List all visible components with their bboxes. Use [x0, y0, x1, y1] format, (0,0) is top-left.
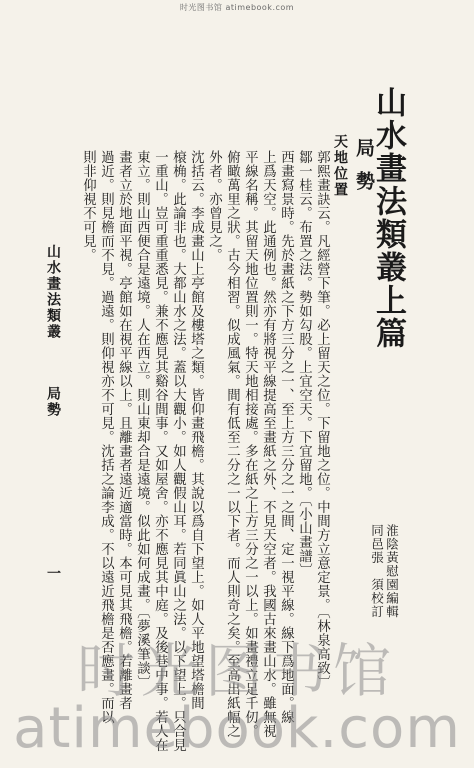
text-column: 郭熙畫訣云。凡經營下筆。必上留天之位。下留地之位。中間方立意定景。〔林泉高致〕 — [314, 150, 330, 690]
text-column: 則非仰視不可見。 — [80, 150, 96, 262]
text-column: 沈括云。李成畫山上亭館及樓塔之類。皆仰畫飛檐。其說以爲自下望上。如人平地望塔檐間 — [188, 150, 204, 710]
text-column: 上爲天空。此通例也。然亦有將視平線提高至畫紙之外、不見天空者。我國古來畫山水。雖無視 — [260, 150, 276, 738]
text-column: 俯瞰萬里之狀。古今相習。似成風氣。間有低至二分之一以下者。而人則奇之矣。至高出紙幅之 — [224, 150, 240, 738]
page-title: 山水畫法類叢上篇 — [370, 86, 406, 350]
text-column: 畫者立於地面平視。亭館如在視平線以上。且離畫者遠近適當時。本可見其飛檐。若離畫者 — [116, 150, 132, 710]
section-heading: 局勢 — [353, 138, 375, 204]
text-column: 西畫寫景時。先於畫紙之下方三分之一、至上方三分之一之間、定一視平線。線下爲地面。線 — [278, 150, 294, 724]
text-column: 一重山。豈可重重悉見。兼不應見其谿谷間事。又如屋舍。亦不應見其中庭。及後巷中事。若人在 — [152, 150, 168, 752]
watermark-cn: 时光图书馆 — [76, 637, 397, 705]
footer-page-number: 一 — [45, 566, 61, 582]
footer-book-title: 山水畫法類叢 — [45, 244, 61, 340]
text-column: 過近。則見檐而不見。過遠。則仰視亦不可見。沈括之論李成。不以遠近飛檐是否應畫。而以 — [98, 150, 114, 724]
text-column: 外者。亦曾見之。 — [206, 150, 222, 262]
top-watermark-url: 时光图书馆 atimebook.com — [179, 3, 295, 12]
editor-credit-2: 同邑張 須校訂 — [369, 524, 385, 619]
text-column: 東立。則山西便合是遠境。人在西立。則山東却合是遠境。似此如何成畫。〔夢溪筆談〕 — [134, 150, 150, 690]
editor-credit-1: 淮陰黃慰園編輯 — [384, 524, 400, 619]
text-column: 平線名稱。其留天地位置則一。特天地相接處。多在紙之上方三分之一以上。如畫禮立足千仞。 — [242, 150, 258, 738]
text-column: 榱桷。此論非也。大都山水之法。蓋以大觀小。如人觀假山耳。若同眞山之法。以下望上。只合見 — [170, 150, 186, 752]
watermark-en: atimebook.com — [13, 696, 461, 761]
text-column: 鄒一桂云。布置之法。勢如勾股。上宜空天。下宜留地。〔小山畫譜〕 — [296, 150, 312, 578]
subsection-heading: 天地位置 — [332, 134, 348, 198]
footer-section: 局勢 — [45, 386, 61, 418]
